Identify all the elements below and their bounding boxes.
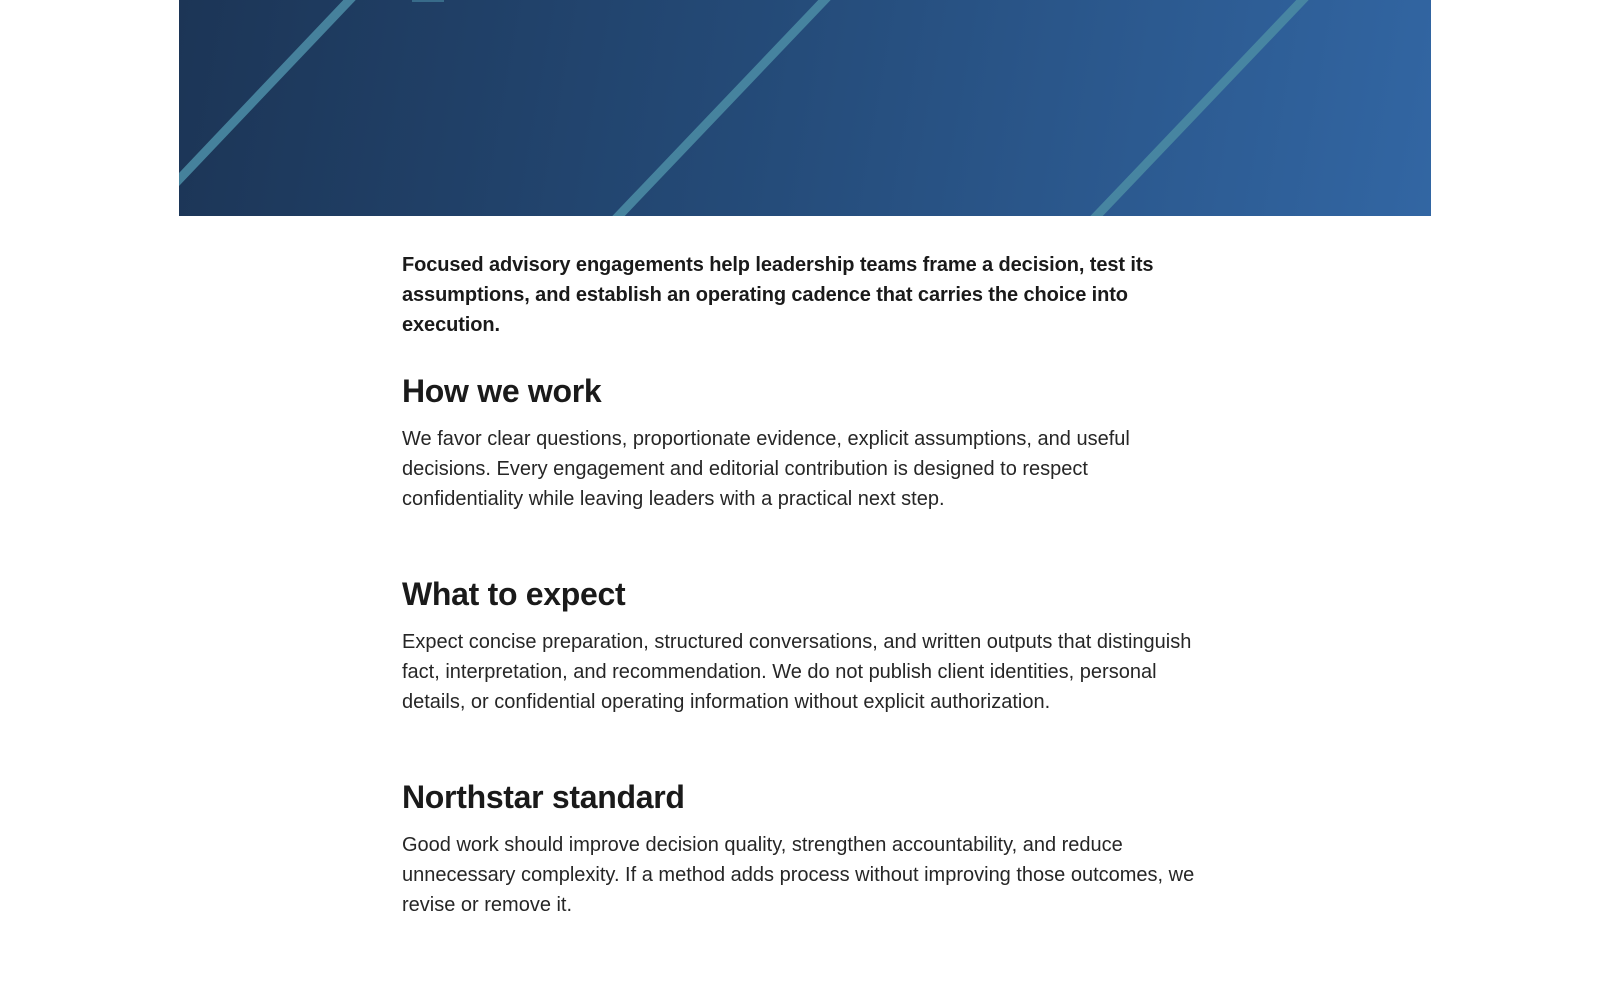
article-lede: Focused advisory engagements help leadership teams frame a decision, test its assumptions, and establish an operating cadence that carries the choice into execution. (402, 254, 1154, 336)
section-body-northstar-standard: Good work should improve decision quality, strengthen accountability, and reduce unnecessary complexity. If a method adds process without improving those outcomes, we revise or remove it. (402, 834, 1195, 916)
section-heading-northstar-standard: Northstar standard (402, 779, 685, 815)
section-body-what-to-expect: Expect concise preparation, structured conversations, and written outputs that distinguish fact, interpretation, and recommendation. We do not publish client identities, personal details, or confidential operating information without explicit authorization. (402, 631, 1192, 713)
hero-stripes-graphic (179, 0, 1431, 216)
section-heading-how-we-work: How we work (402, 373, 602, 409)
section-body-how-we-work: We favor clear questions, proportionate evidence, explicit assumptions, and useful decisions. Every engagement and editorial contribution is designed to respect confidentiality while leaving leaders with a practical next step. (402, 428, 1130, 510)
section-heading-what-to-expect: What to expect (402, 576, 626, 612)
hero-banner (179, 0, 1431, 216)
